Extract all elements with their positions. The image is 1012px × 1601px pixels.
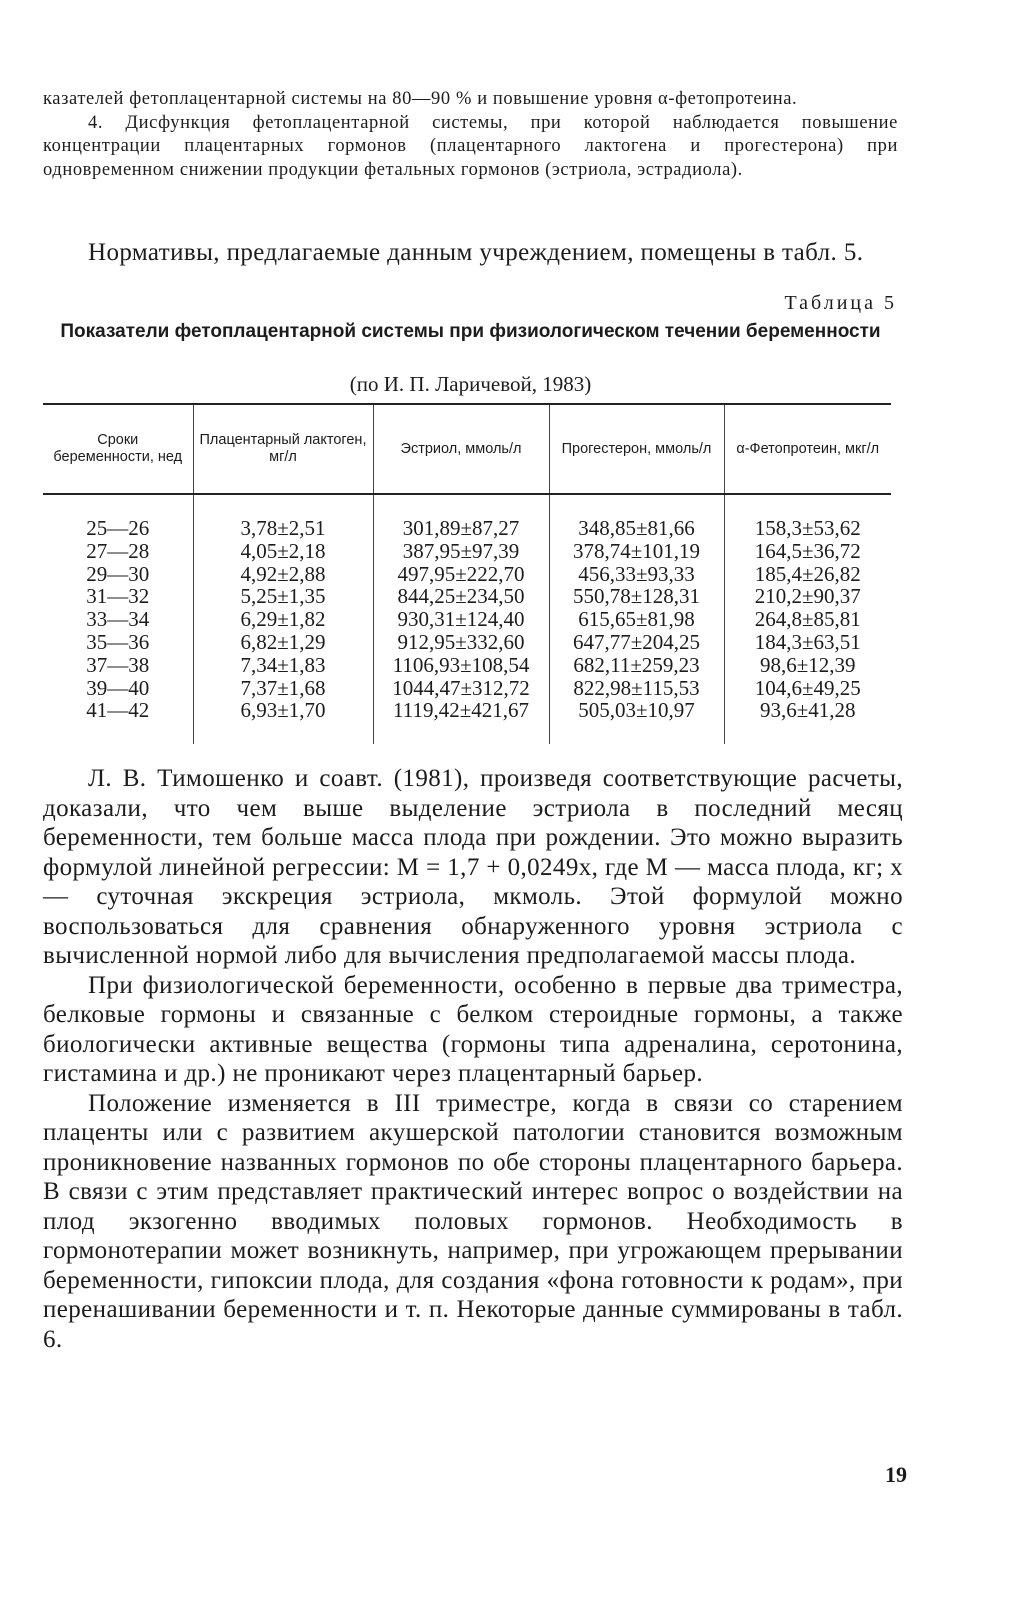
- table-label: Таблица 5: [784, 292, 897, 314]
- table-cell: 822,98±115,53: [549, 677, 724, 700]
- table-row: [43, 517, 891, 540]
- table-cell: 930,31±124,40: [373, 608, 549, 631]
- table-header-row: [43, 404, 891, 494]
- table-cell: 1106,93±108,54: [373, 654, 549, 677]
- table-cell: 550,78±128,31: [549, 585, 724, 608]
- table-cell: 1044,47±312,72: [373, 677, 549, 700]
- table-cell: 378,74±101,19: [549, 540, 724, 563]
- table-cell: 615,65±81,98: [549, 608, 724, 631]
- table-cell: 4,05±2,18: [193, 540, 373, 563]
- table-cell: 158,3±53,62: [724, 517, 891, 540]
- top-text-block: [43, 88, 898, 182]
- table-cell: 184,3±63,51: [724, 631, 891, 654]
- header-cell-estriol: Эстриол, ммоль/л: [373, 404, 549, 494]
- table-cell: 104,6±49,25: [724, 677, 891, 700]
- table-spacer-row: [43, 494, 891, 517]
- table-title: Показатели фетоплацентарной системы при физиологическом течении беременности: [60, 321, 881, 342]
- paragraph-body-2: При физиологической беременности, особенно в первые два триместра, белковые гормоны и связанные с белком стероидные гормоны, а также биологически активные вещества (гормоны типа адреналина, серотонина, гистамина и др.) не проникают через плацентарный барьер.: [43, 971, 903, 1087]
- table-cell: 29—30: [86, 561, 150, 586]
- table-body: [43, 494, 891, 744]
- table-cell: 6,29±1,82: [193, 608, 373, 631]
- table-cell: 185,4±26,82: [724, 563, 891, 586]
- table-cell: 647,77±204,25: [549, 631, 724, 654]
- table-cell: 210,2±90,37: [724, 585, 891, 608]
- paragraph-body-3: Положение изменяется в III триместре, когда в связи со старением плаценты или с развитием акушерской патологии становится возможным проникновение названных гормонов по обе стороны плацентарного барьера. В связи с этим представляет практический интерес вопрос о воздействии на плод экзогенно вводимых половых гормонов. Необходимость в гормонотерапии может возникнуть, например, при угрожающем прерывании беременности, гипоксии плода, для создания «фона готовности к родам», при перенашивании беременности и т. п. Некоторые данные суммированы в табл. 6.: [43, 1089, 903, 1353]
- header-cell-afp: α-Фетопротеин, мкг/л: [724, 404, 891, 494]
- table-cell: 37—38: [86, 652, 150, 677]
- intro-text-block: [43, 238, 903, 268]
- header-cell-lactogen: Плацентарный лактоген, мг/л: [193, 404, 373, 494]
- table-cell: 1119,42±421,67: [373, 699, 549, 744]
- table-cell: 98,6±12,39: [724, 654, 891, 677]
- header-cell-progesterone: Прогестерон, ммоль/л: [549, 404, 724, 494]
- table-cell: 164,5±36,72: [724, 540, 891, 563]
- table-row: [43, 608, 891, 631]
- table-cell: 39—40: [86, 675, 150, 700]
- table-cell: 25—26: [86, 516, 150, 540]
- table-cell: 505,03±10,97: [549, 699, 724, 744]
- table-cell: 387,95±97,39: [373, 540, 549, 563]
- paragraph-top-1: казателей фетоплацентарной системы на 80—90 % и повышение уровня α-фетопротеина.: [43, 89, 798, 109]
- header-cell-term: Сроки беременности, нед: [43, 404, 193, 494]
- table-cell: 497,95±222,70: [373, 563, 549, 586]
- table-row: [43, 677, 891, 700]
- table-cell: 348,85±81,66: [549, 517, 724, 540]
- data-table: [43, 403, 891, 744]
- table-cell: 6,93±1,70: [193, 699, 373, 744]
- paragraph-top-2: 4. Дисфункция фетоплацентарной системы, при которой наблюдается повышение концентрации плацентарных гормонов (плацентарного лактогена и прогестерона) при одновременном снижении продукции фетальных гормонов (эстриола, эстрадиола).: [43, 112, 898, 180]
- table-cell: 4,92±2,88: [193, 563, 373, 586]
- table-cell: 682,11±259,23: [549, 654, 724, 677]
- table-subtitle: (по И. П. Ларичевой, 1983): [349, 372, 592, 396]
- paragraph-body-1: Л. В. Тимошенко и соавт. (1981), произведя соответствующие расчеты, доказали, что чем выше выделение эстриола в последний месяц беременности, тем больше масса плода при рождении. Это можно выразить формулой линейной регрессии: М = 1,7 + 0,0249х, где М — масса плода, кг; х — суточная экскреция эстриола, мкмоль. Этой формулой можно воспользоваться для сравнения обнаруженного уровня эстриола с вычисленной нормой либо для вычисления предполагаемой массы плода.: [43, 765, 903, 969]
- table-cell: 456,33±93,33: [549, 563, 724, 586]
- table-cell: 6,82±1,29: [193, 631, 373, 654]
- table-cell: 93,6±41,28: [724, 699, 891, 744]
- table-cell: 844,25±234,50: [373, 585, 549, 608]
- table-row: [43, 540, 891, 563]
- table-cell: 301,89±87,27: [373, 517, 549, 540]
- page-number: 19: [885, 1462, 907, 1487]
- table-cell: 41—42: [86, 698, 150, 723]
- table-cell: 35—36: [86, 629, 150, 654]
- table-cell: 912,95±332,60: [373, 631, 549, 654]
- table-cell: 264,8±85,81: [724, 608, 891, 631]
- table-cell: 3,78±2,51: [193, 517, 373, 540]
- table-cell: 7,37±1,68: [193, 677, 373, 700]
- table-row: [43, 699, 891, 744]
- paragraph-intro: Нормативы, предлагаемые данным учреждением, помещены в табл. 5.: [88, 239, 864, 266]
- table-row: [43, 585, 891, 608]
- table-cell: 27—28: [86, 538, 150, 563]
- table-cell: 31—32: [86, 584, 150, 609]
- table-cell: 33—34: [86, 607, 150, 632]
- table-row: [43, 631, 891, 654]
- table-row: [43, 654, 891, 677]
- body-text-block: [43, 764, 903, 1354]
- table-cell: 7,34±1,83: [193, 654, 373, 677]
- table-cell: 5,25±1,35: [193, 585, 373, 608]
- table-row: [43, 563, 891, 586]
